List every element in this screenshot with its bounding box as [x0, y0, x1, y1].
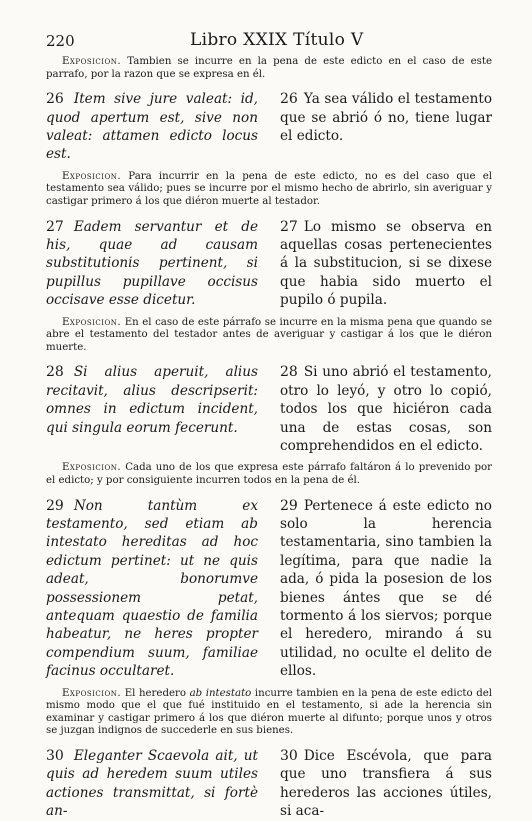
section-number: 30 — [280, 748, 298, 765]
exposition-text: incurre tambien en la pena de este edicto del mismo modo que el que fué instituido en el testamento, si ade la herencia sin examinar y castigar primero á los que diéron muerte al difunto; porque unos y otros se juzgan indignos de succederle en sus bienes. — [46, 687, 492, 737]
page — [46, 28, 492, 821]
spanish-body: Ya sea válido el testamento que se abrió ó no, tiene lugar el edicto. — [280, 91, 492, 144]
exposition-text: Cada uno de los que expresa este párrafo faltáron á lo prevenido por el edicto; y por consiguiente incurren todos en la pena de él. — [46, 462, 492, 487]
section-number: 27 — [280, 218, 298, 235]
latin-text — [46, 218, 258, 310]
spanish-text — [280, 90, 492, 164]
spanish-body: Si uno abrió el testamento, otro lo leyó, y otro lo copió, todos los que hiciéron cada una de estas cosas, son comprehendidos en el edicto. — [280, 364, 492, 455]
exposition-text: En el caso de este párrafo se incurre en la misma pena que quando se abre el testamento del testador antes de averiguar y castigar á los que le diéron muerte. — [46, 316, 492, 353]
exposition-label: Exposicion. — [62, 56, 122, 67]
section-number: 30 — [46, 748, 64, 765]
exposition-1 — [46, 56, 492, 81]
latin-body: Eadem servantur et de his, quae ad causam substitutionis pertinent, si pupillus pupillave occisus occisave esse dicetur. — [46, 218, 258, 309]
latin-text — [46, 363, 258, 455]
exposition-5 — [46, 688, 492, 738]
exposition-label: Exposicion. — [62, 687, 122, 699]
section-number: 29 — [46, 497, 64, 514]
exposition-label: Exposicion. — [62, 462, 122, 474]
page-number: 220 — [46, 32, 75, 50]
exposition-italic: ab intestato — [189, 687, 252, 699]
exposition-text: Tambien se incurre en la pena de este edicto en el caso de este parrafo, por la razon que se expresa en él. — [46, 56, 492, 80]
spanish-body: Pertenece á este edicto no solo la herencia testamentaria, sino tambien la legítima, para que nadie la ada, ó pida la posesion de los bienes ántes que se dé tormento á los siervos; porque el heredero, mirando á su utilidad, no oculte el delito de ellos. — [280, 497, 492, 680]
latin-body: Si alius aperuit, alius recitavit, alius descripserit: omnes in edictum incident, qui singula eorum fecerunt. — [46, 364, 258, 436]
latin-text — [46, 90, 258, 164]
latin-text — [46, 497, 258, 681]
exposition-2 — [46, 171, 492, 209]
section-26 — [46, 90, 492, 164]
section-number: 28 — [46, 364, 64, 381]
exposition-text: Para incurrir en la pena de este edicto, no es del caso que el testamento sea válido; pues se incurre por el mismo hecho de abrirlo, sin averiguar y castigar primero á los que diéron muerte al testador. — [46, 170, 492, 207]
spanish-body: Dice Escévola, que para que uno transfiera á sus herederos las acciones útiles, si aca- — [280, 748, 492, 820]
exposition-label: Exposicion. — [62, 170, 122, 182]
latin-body: Non tantùm ex testamento, sed etiam ab intestato hereditas ad hoc edictum pertinet: ut ne quis adeat, bonorumve possessionem petat, antequam quaestio de familia habeatur, ne heres propter compendium suum, familiae facinus occultaret. — [46, 497, 258, 680]
section-number: 29 — [280, 497, 298, 514]
section-number: 27 — [46, 218, 64, 235]
exposition-4 — [46, 462, 492, 487]
section-28 — [46, 363, 492, 455]
exposition-text: El heredero — [121, 687, 190, 699]
running-title: Libro XXIX Título V — [190, 30, 364, 50]
section-29 — [46, 497, 492, 681]
spanish-text — [280, 747, 492, 821]
latin-text — [46, 747, 258, 821]
section-30 — [46, 747, 492, 821]
section-number: 26 — [280, 91, 298, 108]
latin-body: Item sive jure valeat: id, quod apertum est, sive non valeat: attamen edicto locus est. — [46, 91, 258, 163]
section-number: 28 — [280, 364, 298, 381]
spanish-body: Lo mismo se observa en aquellas cosas pertenecientes á la substitucion, si se dixese que habia sido muerto el pupilo ó pupila. — [280, 218, 492, 309]
exposition-3 — [46, 317, 492, 355]
section-number: 26 — [46, 91, 64, 108]
spanish-text — [280, 218, 492, 310]
latin-body: Eleganter Scaevola ait, ut quis ad heredem suum utiles actiones transmittat, si fortè an- — [46, 748, 258, 820]
spanish-text — [280, 363, 492, 455]
spanish-text — [280, 497, 492, 681]
exposition-label: Exposicion. — [62, 316, 122, 328]
section-27 — [46, 218, 492, 310]
page-header — [46, 28, 492, 56]
